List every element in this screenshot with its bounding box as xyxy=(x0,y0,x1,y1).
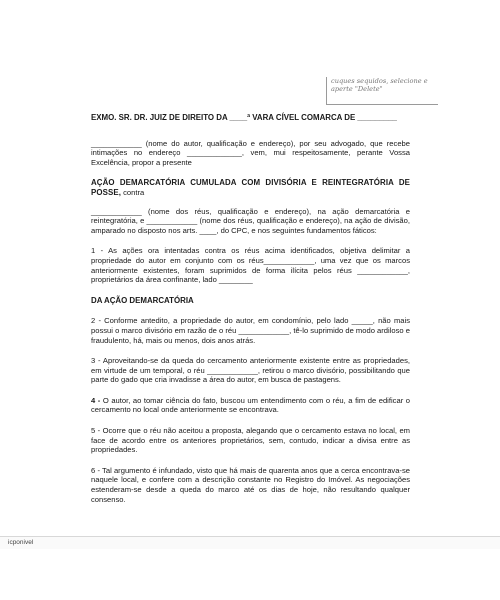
section-heading: DA AÇÃO DEMARCATÓRIA xyxy=(91,295,194,305)
paragraph-2: 2 - Conforme antedito, a propriedade do autor, em condomínio, pelo lado _____, não mais possui o marco divisório em razão de o réu ____________, tê-lo suprimido de modo ardiloso e fraudulento, há, mais ou menos, dois anos atrás. xyxy=(91,316,410,345)
intro-paragraph: ____________ (nome do autor, qualificação e endereço), por seu advogado, que recebe intimações no endereço _____________, vem, mui respeitosamente, perante Vossa Excelência, propor a presente xyxy=(91,138,410,167)
action-title-suffix: contra xyxy=(120,187,145,197)
paragraph-4-number: 4 - xyxy=(91,395,101,405)
defendants-paragraph: ____________ (nome dos réus, qualificação e endereço), na ação demarcatória e reintegratória, e ____________ (nome dos réus, qualificação e endereço), na ação de divisão, amparado no disposto nos arts. ____, do CPC, e nos seguintes fundamentos fáticos: xyxy=(91,206,410,235)
note-line-1: cuques sequidos, selecione e xyxy=(331,77,428,85)
instruction-note xyxy=(326,77,438,105)
footer-bar xyxy=(0,536,500,549)
paragraph-4-text: O autor, ao tomar ciência do fato, buscou um entendimento com o réu, a fim de edificar o cercamento no local onde anteriormente se encontrava. xyxy=(91,395,410,415)
paragraph-6: 6 - Tal argumento é infundado, visto que há mais de quarenta anos que a cerca encontrava-se naquele local, e confere com a descrição constante no Registro do Imóvel. As negociações estenderam-se desde a queda do marco até os dias de hoje, não resultando qualquer consenso. xyxy=(91,465,410,504)
action-title: AÇÃO DEMARCATÓRIA CUMULADA COM DIVISÓRIA E REINTEGRATÓRIA DE POSSE, xyxy=(91,178,410,197)
note-line-2: aperte "Delete" xyxy=(331,85,383,93)
paragraph-3: 3 - Aproveitando-se da queda do cercamento anteriormente existente entre as propriedades, em virtude de um temporal, o réu ____________, retirou o marco divisório, possibilitando que parte do gado que cria invadisse a área do autor, em busca de pastagens. xyxy=(91,356,410,385)
action-title-paragraph xyxy=(91,178,410,197)
paragraph-5: 5 - Ocorre que o réu não aceitou a proposta, alegando que o cercamento estava no local, em face de acordo entre os anteriores proprietários, sem, contudo, indicar a divisa entre as propriedades. xyxy=(91,426,410,455)
footer-label: icponivel xyxy=(8,539,34,546)
paragraph-4 xyxy=(91,396,410,415)
paragraph-1: 1 - As ações ora intentadas contra os réus acima identificados, objetiva delimitar a propriedade do autor em conjunto com os réus____________, uma vez que os marcos anteriormente existentes, foram suprimidos de forma ilícita pelos réus ____________, proprietários da área confinante, lado ________ xyxy=(91,246,410,285)
court-address: EXMO. SR. DR. JUIZ DE DIREITO DA ____ª VARA CÍVEL COMARCA DE _________ xyxy=(91,113,397,122)
document-body xyxy=(91,113,410,515)
